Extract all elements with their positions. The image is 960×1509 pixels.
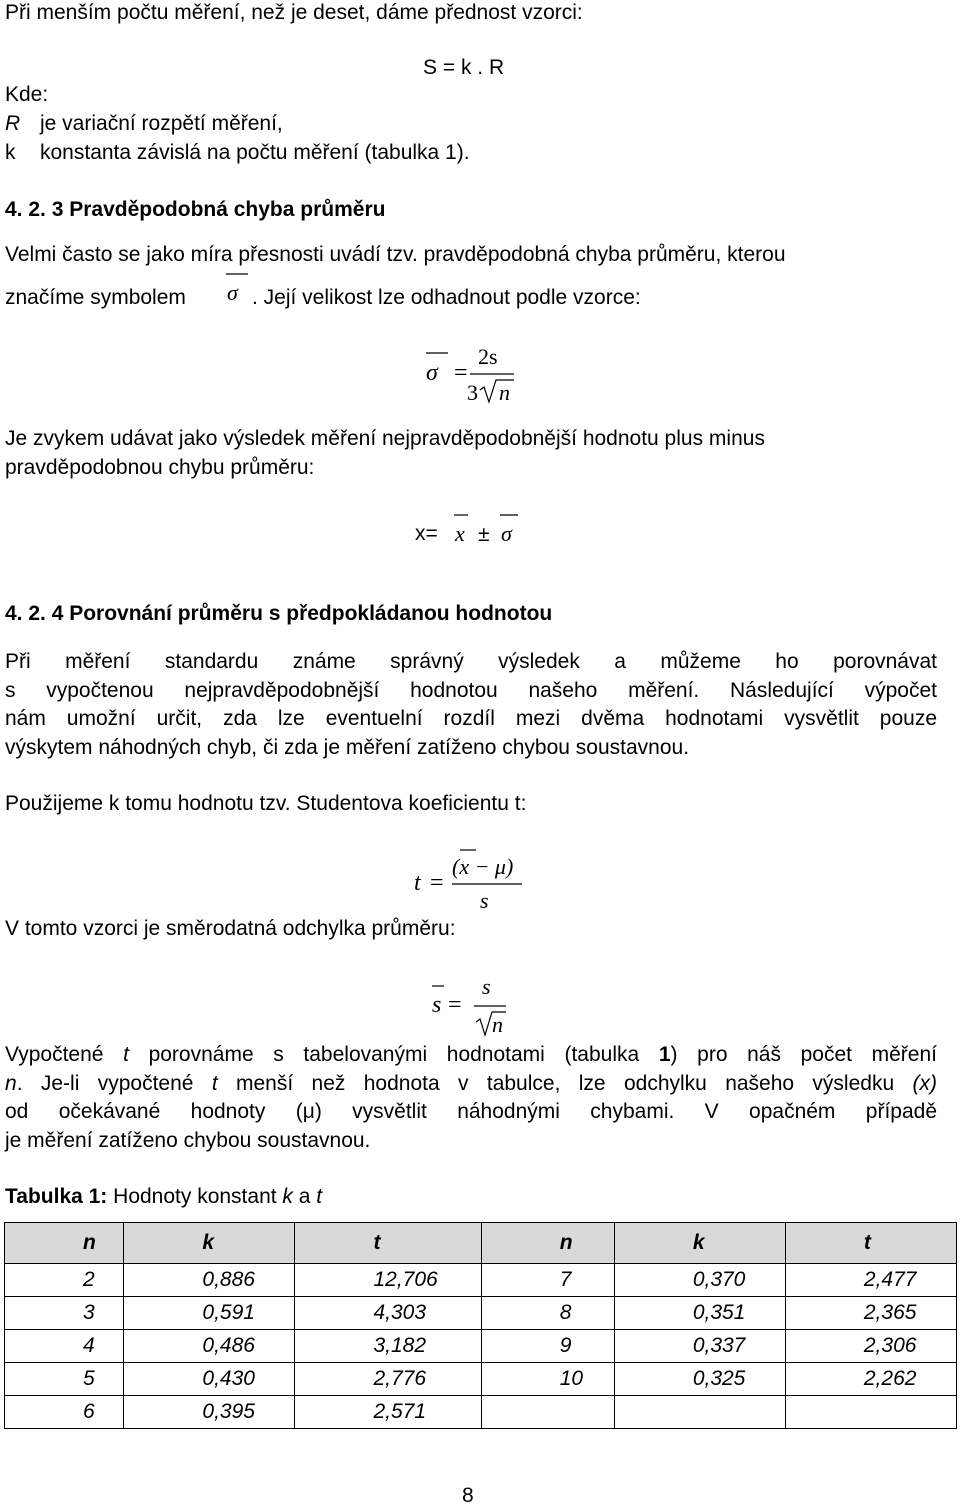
p1-line2b: . Její velikost lze odhadnout podle vzorce:	[252, 286, 641, 309]
formula-sigma-den-3: 3	[467, 380, 478, 405]
p3-line4: výskytem náhodných chyb, či zda je měření zatíženo chybou soustavnou.	[5, 735, 690, 759]
table-cell: 2,306	[785, 1330, 956, 1363]
formula-t-lhs: t	[414, 870, 421, 896]
def-k-text: konstanta závislá na počtu měření (tabulka 1).	[40, 141, 470, 164]
p6-line2: n. Je-li vypočtené t menší než hodnota v tabulce, lze odchylku našeho výsledku (x)	[5, 1071, 937, 1095]
p6-line1: Vypočtené t porovnáme s tabelovanými hodnotami (tabulka 1) pro náš počet měření	[5, 1043, 937, 1066]
p1-line1: Velmi často se jako míra přesnosti uvádí tzv. pravděpodobná chyba průměru, kterou	[5, 243, 786, 266]
table-cell: 0,591	[124, 1297, 295, 1330]
def-r	[5, 111, 283, 137]
table-cell	[614, 1396, 785, 1429]
table-cell: 9	[481, 1330, 614, 1363]
table-cell: 6	[5, 1396, 124, 1429]
table-cell: 7	[481, 1264, 614, 1297]
formula-t-numerator: (x − μ)	[452, 854, 514, 879]
constants-table	[4, 1222, 957, 1429]
table-cell: 2,365	[785, 1297, 956, 1330]
p5-text: V tomto vzorci je směrodatná odchylka průměru:	[5, 917, 456, 940]
p3-paragraph	[5, 648, 937, 762]
table-cell	[785, 1396, 956, 1429]
table-cell: 5	[5, 1363, 124, 1396]
def-k	[5, 140, 470, 166]
sigma-bar-symbol	[222, 268, 254, 308]
table-cell: 4	[5, 1330, 124, 1363]
def-r-symbol: R	[5, 112, 21, 135]
formula-sigma-lhs: σ	[426, 360, 438, 386]
sigma-glyph: σ	[227, 280, 238, 305]
p2-line2: pravděpodobnou chybu průměru:	[5, 456, 315, 479]
table-cell: 4,303	[295, 1297, 481, 1330]
table-header-cell: n	[5, 1223, 124, 1264]
table-cell: 2,571	[295, 1396, 481, 1429]
table-row	[5, 1396, 957, 1429]
table-header-cell: t	[295, 1223, 481, 1264]
formula-t-denominator: s	[480, 888, 489, 913]
formula-student-t	[410, 840, 540, 920]
table-header-row	[5, 1223, 957, 1264]
table-cell: 0,395	[124, 1396, 295, 1429]
table-cell: 0,486	[124, 1330, 295, 1363]
table-caption: Tabulka 1: Hodnoty konstant k a t	[5, 1185, 323, 1208]
def-k-symbol: k	[5, 141, 16, 164]
formula-sigma-den-n: n	[499, 380, 510, 405]
formula-pm: ±	[478, 523, 490, 545]
table-cell: 3,182	[295, 1330, 481, 1363]
table-cell: 3	[5, 1297, 124, 1330]
table-header-cell: k	[614, 1223, 785, 1264]
formula-t-eq: =	[430, 870, 444, 896]
table-cell: 0,351	[614, 1297, 785, 1330]
table-header-cell: n	[481, 1223, 614, 1264]
p3-line1: Při měření standardu známe správný výsledek a můžeme ho porovnávat	[5, 650, 937, 673]
p3-line3: nám umožní určit, zda lze eventuelní rozdíl mezi dvěma hodnotami vysvětlit pouze	[5, 707, 937, 730]
formula-sigma-num-2s: 2s	[478, 344, 498, 369]
formula-sigma	[420, 340, 520, 410]
table-cell: 8	[481, 1297, 614, 1330]
p4-text: Použijeme k tomu hodnotu tzv. Studentova koeficientu t:	[5, 792, 527, 815]
formula-sbar	[426, 968, 516, 1043]
table-header-cell: t	[785, 1223, 956, 1264]
formula-sigma-2: σ	[501, 521, 512, 545]
p6-line3: od očekávané hodnoty (μ) vysvětlit náhodnými chybami. V opačném případě	[5, 1100, 937, 1123]
formula-sbar-num: s	[482, 974, 491, 999]
p6-paragraph	[5, 1041, 937, 1155]
table-cell: 0,886	[124, 1264, 295, 1297]
kde-label: Kde:	[5, 83, 49, 106]
p3-line2: s vypočtenou nejpravděpodobnější hodnotou našeho měření. Následující výpočet	[5, 678, 937, 702]
table-row	[5, 1297, 957, 1330]
table-cell: 12,706	[295, 1264, 481, 1297]
table-cell: 0,325	[614, 1363, 785, 1396]
formula-sbar-eq: =	[448, 992, 462, 1018]
table-cell: 2	[5, 1264, 124, 1297]
heading-4-2-4: 4. 2. 4 Porovnání průměru s předpokládanou hodnotou	[5, 602, 553, 625]
p1-line2a: značíme symbolem	[5, 286, 186, 309]
table-cell: 10	[481, 1363, 614, 1396]
table-row	[5, 1363, 957, 1396]
formula-s-krange: S = k . R	[423, 56, 505, 79]
table-row	[5, 1330, 957, 1363]
formula-sbar-lhs: s	[432, 992, 442, 1018]
table-cell: 0,430	[124, 1363, 295, 1396]
formula-sigma-eq: =	[454, 360, 468, 386]
p2-line1: Je zvykem udávat jako výsledek měření nejpravděpodobnější hodnotu plus minus	[5, 427, 765, 450]
formula-xbar-pm-sigma	[448, 505, 528, 545]
def-r-text: je variační rozpětí měření,	[40, 112, 283, 135]
table-cell: 2,776	[295, 1363, 481, 1396]
formula-sbar-den: n	[492, 1012, 503, 1037]
p6-line4: je měření zatíženo chybou soustavnou.	[5, 1128, 371, 1152]
formula-xbar: x	[455, 521, 465, 545]
intro-text: Při menším počtu měření, než je deset, dáme přednost vzorci:	[5, 1, 583, 24]
table-row	[5, 1264, 957, 1297]
table-cell: 0,337	[614, 1330, 785, 1363]
formula-x-eq: x=	[415, 522, 438, 545]
table-header-cell: k	[124, 1223, 295, 1264]
page-number: 8	[462, 1484, 474, 1507]
heading-4-2-3: 4. 2. 3 Pravděpodobná chyba průměru	[5, 198, 386, 221]
table-cell: 2,262	[785, 1363, 956, 1396]
table-cell	[481, 1396, 614, 1429]
table-cell: 0,370	[614, 1264, 785, 1297]
table-cell: 2,477	[785, 1264, 956, 1297]
